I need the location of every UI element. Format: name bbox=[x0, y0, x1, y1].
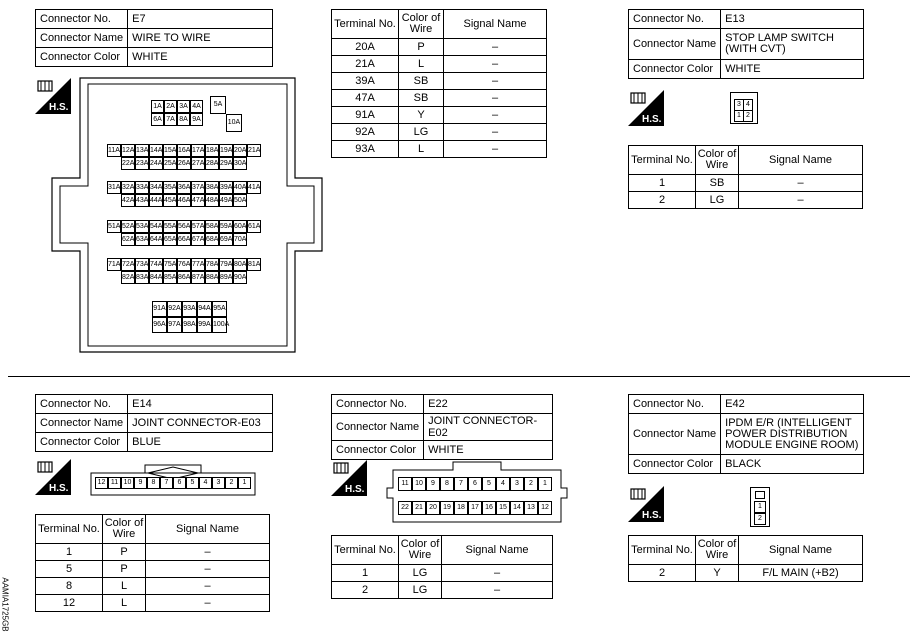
cell-signal: – bbox=[444, 90, 547, 107]
cell-terminal: 1 bbox=[629, 175, 696, 192]
connector-color-value: WHITE bbox=[721, 60, 864, 79]
pin-75A: 75A bbox=[163, 258, 177, 271]
connector-color-value: BLACK bbox=[721, 455, 864, 474]
pin-21A: 21A bbox=[247, 144, 261, 157]
pin-92A: 92A bbox=[167, 301, 182, 317]
cell-wire-color: LG bbox=[696, 192, 739, 209]
connector-no-label: Connector No. bbox=[629, 10, 721, 29]
cell-terminal: 5 bbox=[36, 561, 103, 578]
pin-54A: 54A bbox=[149, 220, 163, 233]
cell-wire-color: LG bbox=[399, 565, 442, 582]
e13-connector-info bbox=[628, 9, 864, 79]
pin-5A: 5A bbox=[210, 96, 226, 114]
pin-95A: 95A bbox=[212, 301, 227, 317]
pin-77A: 77A bbox=[191, 258, 205, 271]
pin-59A: 59A bbox=[219, 220, 233, 233]
pin-100A: 100A bbox=[212, 317, 227, 333]
pin-4: 4 bbox=[743, 99, 753, 111]
pin-29A: 29A bbox=[219, 157, 233, 170]
e7-connector-info bbox=[35, 9, 273, 67]
cell-signal: – bbox=[444, 39, 547, 56]
pin-34A: 34A bbox=[149, 181, 163, 194]
pin-12: 12 bbox=[538, 501, 552, 515]
connector-color-label: Connector Color bbox=[629, 60, 721, 79]
pin-97A: 97A bbox=[167, 317, 182, 333]
cell-signal: – bbox=[444, 73, 547, 90]
connector-color-label: Connector Color bbox=[629, 455, 721, 474]
pin-15A: 15A bbox=[163, 144, 177, 157]
e7-signal-table bbox=[331, 9, 547, 158]
cell-terminal: 2 bbox=[629, 192, 696, 209]
pin-4: 4 bbox=[199, 477, 212, 489]
pin-55A: 55A bbox=[163, 220, 177, 233]
cell-wire-color: Y bbox=[696, 565, 739, 582]
cell-wire-color: LG bbox=[399, 124, 444, 141]
pin-79A: 79A bbox=[219, 258, 233, 271]
pin-12A: 12A bbox=[121, 144, 135, 157]
pin-11: 11 bbox=[108, 477, 121, 489]
pin-15: 15 bbox=[496, 501, 510, 515]
e42-connector-diagram bbox=[750, 487, 770, 527]
pin-1: 1 bbox=[238, 477, 251, 489]
connector-no-value: E14 bbox=[128, 395, 273, 414]
pin-20A: 20A bbox=[233, 144, 247, 157]
e22-connector-outline bbox=[385, 460, 569, 526]
hs-icon bbox=[628, 90, 664, 126]
pin-28A: 28A bbox=[205, 157, 219, 170]
table-row bbox=[332, 56, 547, 73]
pin-37A: 37A bbox=[191, 181, 205, 194]
e22-connector-info bbox=[331, 394, 553, 460]
connector-color-value: WHITE bbox=[424, 441, 553, 460]
e13-connector-diagram bbox=[730, 92, 758, 124]
pin-1: 1 bbox=[754, 501, 766, 513]
connector-name-label: Connector Name bbox=[36, 29, 128, 48]
pin-60A: 60A bbox=[233, 220, 247, 233]
pin-53A: 53A bbox=[135, 220, 149, 233]
pin-64A: 64A bbox=[149, 233, 163, 246]
cell-wire-color: SB bbox=[399, 73, 444, 90]
pin-9: 9 bbox=[426, 477, 440, 491]
pin-62A: 62A bbox=[121, 233, 135, 246]
cell-terminal: 93A bbox=[332, 141, 399, 158]
cell-signal: – bbox=[442, 565, 553, 582]
pin-33A: 33A bbox=[135, 181, 149, 194]
cell-signal: – bbox=[444, 56, 547, 73]
pin-30A: 30A bbox=[233, 157, 247, 170]
table-row bbox=[332, 582, 553, 599]
pin-14: 14 bbox=[510, 501, 524, 515]
pin-23A: 23A bbox=[135, 157, 149, 170]
pin-10: 10 bbox=[412, 477, 426, 491]
table-row bbox=[332, 565, 553, 582]
connector-no-label: Connector No. bbox=[629, 395, 721, 414]
pin-39A: 39A bbox=[219, 181, 233, 194]
table-row bbox=[332, 39, 547, 56]
pin-98A: 98A bbox=[182, 317, 197, 333]
cell-signal: – bbox=[444, 124, 547, 141]
pin-13: 13 bbox=[524, 501, 538, 515]
pin-9A: 9A bbox=[190, 113, 203, 126]
cell-terminal: 21A bbox=[332, 56, 399, 73]
cell-terminal: 1 bbox=[332, 565, 399, 582]
pin-46A: 46A bbox=[177, 194, 191, 207]
cell-signal: – bbox=[146, 578, 270, 595]
cell-wire-color: P bbox=[103, 544, 146, 561]
pin-14A: 14A bbox=[149, 144, 163, 157]
pin-3: 3 bbox=[734, 99, 744, 111]
cell-wire-color: SB bbox=[696, 175, 739, 192]
connector-name-label: Connector Name bbox=[629, 414, 721, 455]
connector-color-label: Connector Color bbox=[332, 441, 424, 460]
cell-terminal: 2 bbox=[332, 582, 399, 599]
table-row bbox=[36, 578, 270, 595]
pin-91A: 91A bbox=[152, 301, 167, 317]
pin-73A: 73A bbox=[135, 258, 149, 271]
pin-20: 20 bbox=[426, 501, 440, 515]
pin-8A: 8A bbox=[177, 113, 190, 126]
pin-1: 1 bbox=[734, 110, 744, 122]
pin-2: 2 bbox=[225, 477, 238, 489]
pin-24A: 24A bbox=[149, 157, 163, 170]
terminal-no-header: Terminal No. bbox=[36, 515, 103, 544]
pin-44A: 44A bbox=[149, 194, 163, 207]
pin-21: 21 bbox=[412, 501, 426, 515]
pin-99A: 99A bbox=[197, 317, 212, 333]
e14-connector-info bbox=[35, 394, 273, 452]
hs-icon bbox=[35, 459, 71, 495]
table-row bbox=[629, 192, 863, 209]
pin-69A: 69A bbox=[219, 233, 233, 246]
pin-68A: 68A bbox=[205, 233, 219, 246]
pin-7: 7 bbox=[160, 477, 173, 489]
pin-36A: 36A bbox=[177, 181, 191, 194]
e42-signal-table bbox=[628, 535, 863, 582]
pin-2A: 2A bbox=[164, 100, 177, 113]
e42-connector-info bbox=[628, 394, 864, 474]
pin-16: 16 bbox=[482, 501, 496, 515]
cell-terminal: 39A bbox=[332, 73, 399, 90]
pin-94A: 94A bbox=[197, 301, 212, 317]
e14-signal-table bbox=[35, 514, 270, 612]
connector-name-label: Connector Name bbox=[36, 414, 128, 433]
connector-color-label: Connector Color bbox=[36, 48, 128, 67]
pin-78A: 78A bbox=[205, 258, 219, 271]
cell-terminal: 47A bbox=[332, 90, 399, 107]
pin-50A: 50A bbox=[233, 194, 247, 207]
cell-signal: – bbox=[146, 595, 270, 612]
cell-signal: F/L MAIN (+B2) bbox=[739, 565, 863, 582]
pin-93A: 93A bbox=[182, 301, 197, 317]
latch bbox=[755, 491, 765, 499]
table-row bbox=[629, 565, 863, 582]
pin-80A: 80A bbox=[233, 258, 247, 271]
connector-color-value: BLUE bbox=[128, 433, 273, 452]
pin-9: 9 bbox=[134, 477, 147, 489]
pin-6A: 6A bbox=[151, 113, 164, 126]
pin-58A: 58A bbox=[205, 220, 219, 233]
cell-wire-color: P bbox=[103, 561, 146, 578]
pin-5: 5 bbox=[186, 477, 199, 489]
connector-no-value: E13 bbox=[721, 10, 864, 29]
table-row bbox=[36, 595, 270, 612]
table-row bbox=[36, 544, 270, 561]
cell-terminal: 1 bbox=[36, 544, 103, 561]
pin-56A: 56A bbox=[177, 220, 191, 233]
pin-35A: 35A bbox=[163, 181, 177, 194]
pin-19: 19 bbox=[440, 501, 454, 515]
signal-name-header: Signal Name bbox=[146, 515, 270, 544]
connector-color-label: Connector Color bbox=[36, 433, 128, 452]
section-divider bbox=[8, 376, 910, 377]
color-of-wire-header: Color of Wire bbox=[696, 146, 739, 175]
pin-25A: 25A bbox=[163, 157, 177, 170]
pin-5: 5 bbox=[482, 477, 496, 491]
cell-wire-color: L bbox=[399, 56, 444, 73]
pin-11A: 11A bbox=[107, 144, 121, 157]
terminal-no-header: Terminal No. bbox=[332, 10, 399, 39]
connector-name-value: IPDM E/R (INTELLIGENT POWER DISTRIBUTION MODULE ENGINE ROOM) bbox=[721, 414, 864, 455]
svg-text:H.S.: H.S. bbox=[642, 510, 662, 521]
pin-40A: 40A bbox=[233, 181, 247, 194]
cell-signal: – bbox=[739, 192, 863, 209]
pin-38A: 38A bbox=[205, 181, 219, 194]
connector-no-label: Connector No. bbox=[36, 395, 128, 414]
pin-32A: 32A bbox=[121, 181, 135, 194]
pin-66A: 66A bbox=[177, 233, 191, 246]
pin-72A: 72A bbox=[121, 258, 135, 271]
cell-wire-color: L bbox=[103, 578, 146, 595]
pin-6: 6 bbox=[173, 477, 186, 489]
signal-name-header: Signal Name bbox=[444, 10, 547, 39]
cell-terminal: 20A bbox=[332, 39, 399, 56]
e22-signal-table bbox=[331, 535, 553, 599]
color-of-wire-header: Color of Wire bbox=[696, 536, 739, 565]
cell-signal: – bbox=[146, 544, 270, 561]
connector-color-value: WHITE bbox=[128, 48, 273, 67]
cell-wire-color: Y bbox=[399, 107, 444, 124]
pin-86A: 86A bbox=[177, 271, 191, 284]
cell-terminal: 12 bbox=[36, 595, 103, 612]
pin-18: 18 bbox=[454, 501, 468, 515]
cell-signal: – bbox=[442, 582, 553, 599]
color-of-wire-header: Color of Wire bbox=[399, 536, 442, 565]
pin-47A: 47A bbox=[191, 194, 205, 207]
terminal-no-header: Terminal No. bbox=[332, 536, 399, 565]
pin-7A: 7A bbox=[164, 113, 177, 126]
pin-7: 7 bbox=[454, 477, 468, 491]
pin-76A: 76A bbox=[177, 258, 191, 271]
pin-2: 2 bbox=[743, 110, 753, 122]
pin-87A: 87A bbox=[191, 271, 205, 284]
color-of-wire-header: Color of Wire bbox=[399, 10, 444, 39]
pin-19A: 19A bbox=[219, 144, 233, 157]
connector-name-label: Connector Name bbox=[332, 414, 424, 441]
table-row bbox=[332, 107, 547, 124]
cell-signal: – bbox=[739, 175, 863, 192]
pin-63A: 63A bbox=[135, 233, 149, 246]
cell-wire-color: L bbox=[399, 141, 444, 158]
cell-terminal: 91A bbox=[332, 107, 399, 124]
pin-71A: 71A bbox=[107, 258, 121, 271]
svg-text:H.S.: H.S. bbox=[642, 114, 662, 125]
signal-name-header: Signal Name bbox=[739, 146, 863, 175]
cell-terminal: 2 bbox=[629, 565, 696, 582]
pin-16A: 16A bbox=[177, 144, 191, 157]
pin-2: 2 bbox=[754, 513, 766, 525]
cell-wire-color: LG bbox=[399, 582, 442, 599]
connector-no-label: Connector No. bbox=[332, 395, 424, 414]
pin-81A: 81A bbox=[247, 258, 261, 271]
table-row bbox=[332, 141, 547, 158]
pin-90A: 90A bbox=[233, 271, 247, 284]
pin-85A: 85A bbox=[163, 271, 177, 284]
pin-31A: 31A bbox=[107, 181, 121, 194]
table-row bbox=[332, 124, 547, 141]
cell-wire-color: SB bbox=[399, 90, 444, 107]
pin-42A: 42A bbox=[121, 194, 135, 207]
table-row bbox=[332, 90, 547, 107]
pin-12: 12 bbox=[95, 477, 108, 489]
connector-no-label: Connector No. bbox=[36, 10, 128, 29]
pin-3A: 3A bbox=[177, 100, 190, 113]
connector-name-value: STOP LAMP SWITCH (WITH CVT) bbox=[721, 29, 864, 60]
terminal-no-header: Terminal No. bbox=[629, 536, 696, 565]
connector-no-value: E7 bbox=[128, 10, 273, 29]
pin-27A: 27A bbox=[191, 157, 205, 170]
connector-no-value: E22 bbox=[424, 395, 553, 414]
signal-name-header: Signal Name bbox=[442, 536, 553, 565]
pin-10A: 10A bbox=[226, 114, 242, 132]
pin-57A: 57A bbox=[191, 220, 205, 233]
pin-41A: 41A bbox=[247, 181, 261, 194]
pin-82A: 82A bbox=[121, 271, 135, 284]
pin-61A: 61A bbox=[247, 220, 261, 233]
e13-signal-table bbox=[628, 145, 863, 209]
hs-icon bbox=[331, 460, 367, 496]
pin-4A: 4A bbox=[190, 100, 203, 113]
pin-48A: 48A bbox=[205, 194, 219, 207]
pin-17A: 17A bbox=[191, 144, 205, 157]
connector-name-label: Connector Name bbox=[629, 29, 721, 60]
pin-26A: 26A bbox=[177, 157, 191, 170]
pin-70A: 70A bbox=[233, 233, 247, 246]
hs-icon bbox=[628, 486, 664, 522]
pin-89A: 89A bbox=[219, 271, 233, 284]
pin-8: 8 bbox=[440, 477, 454, 491]
pin-10: 10 bbox=[121, 477, 134, 489]
signal-name-header: Signal Name bbox=[739, 536, 863, 565]
pin-13A: 13A bbox=[135, 144, 149, 157]
pin-6: 6 bbox=[468, 477, 482, 491]
connector-no-value: E42 bbox=[721, 395, 864, 414]
table-row bbox=[629, 175, 863, 192]
pin-52A: 52A bbox=[121, 220, 135, 233]
cell-wire-color: L bbox=[103, 595, 146, 612]
cell-terminal: 92A bbox=[332, 124, 399, 141]
svg-text:H.S.: H.S. bbox=[49, 102, 69, 113]
pin-88A: 88A bbox=[205, 271, 219, 284]
terminal-no-header: Terminal No. bbox=[629, 146, 696, 175]
pin-51A: 51A bbox=[107, 220, 121, 233]
pin-45A: 45A bbox=[163, 194, 177, 207]
pin-8: 8 bbox=[147, 477, 160, 489]
pin-43A: 43A bbox=[135, 194, 149, 207]
pin-3: 3 bbox=[212, 477, 225, 489]
pin-22A: 22A bbox=[121, 157, 135, 170]
color-of-wire-header: Color of Wire bbox=[103, 515, 146, 544]
figure-id: AAMIA1725GB bbox=[0, 577, 10, 632]
svg-text:H.S.: H.S. bbox=[49, 483, 69, 494]
cell-signal: – bbox=[444, 141, 547, 158]
cell-terminal: 8 bbox=[36, 578, 103, 595]
pin-2: 2 bbox=[524, 477, 538, 491]
pin-74A: 74A bbox=[149, 258, 163, 271]
table-row bbox=[36, 561, 270, 578]
connector-name-value: JOINT CONNECTOR-E03 bbox=[128, 414, 273, 433]
pin-22: 22 bbox=[398, 501, 412, 515]
pin-1: 1 bbox=[538, 477, 552, 491]
pin-84A: 84A bbox=[149, 271, 163, 284]
pin-49A: 49A bbox=[219, 194, 233, 207]
cell-signal: – bbox=[444, 107, 547, 124]
connector-name-value: WIRE TO WIRE bbox=[128, 29, 273, 48]
pin-18A: 18A bbox=[205, 144, 219, 157]
pin-65A: 65A bbox=[163, 233, 177, 246]
pin-83A: 83A bbox=[135, 271, 149, 284]
table-row bbox=[332, 73, 547, 90]
cell-wire-color: P bbox=[399, 39, 444, 56]
pin-4: 4 bbox=[496, 477, 510, 491]
pin-67A: 67A bbox=[191, 233, 205, 246]
pin-11: 11 bbox=[398, 477, 412, 491]
pin-96A: 96A bbox=[152, 317, 167, 333]
pin-17: 17 bbox=[468, 501, 482, 515]
pin-3: 3 bbox=[510, 477, 524, 491]
cell-signal: – bbox=[146, 561, 270, 578]
pin-1A: 1A bbox=[151, 100, 164, 113]
connector-name-value: JOINT CONNECTOR-E02 bbox=[424, 414, 553, 441]
svg-text:H.S.: H.S. bbox=[345, 484, 365, 495]
